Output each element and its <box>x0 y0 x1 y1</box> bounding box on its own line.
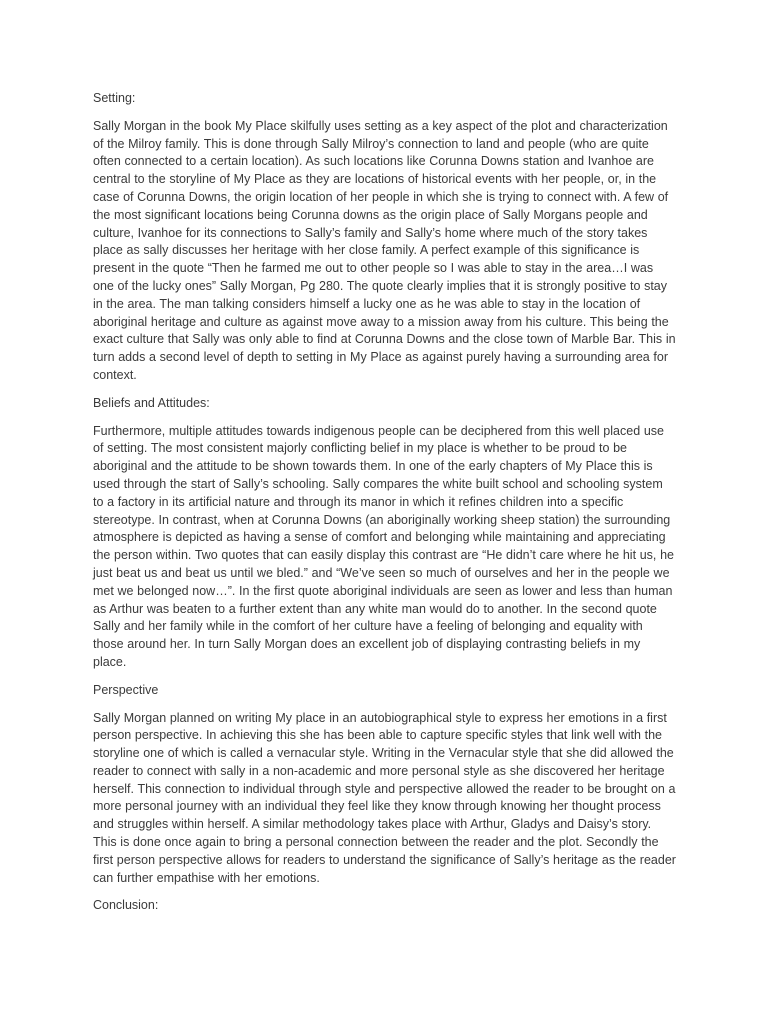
section-paragraph-beliefs-attitudes: Furthermore, multiple attitudes towards indigenous people can be deciphered from this well placed use of setting. The most consistent majorly conflicting belief in my place is whether to be proud to be aboriginal and the attitude to be shown towards them. In one of the early chapters of My Place this is used through the start of Sally’s schooling. Sally compares the white built school and schooling system to a factory in its artificial nature and through its manor in which it refines children into a specific stereotype. In contrast, when at Corunna Downs (an aboriginally working sheep station) the surrounding atmosphere is depicted as having a sense of comfort and belonging while maintaining and appreciating the person within. Two quotes that can easily display this contrast are “He didn’t care where he hit us, he just beat us and beat us until we bled.” and “We’ve seen so much of ourselves and her in the people we met we belonged now…”. In the first quote aboriginal individuals are seen as lower and less than human as Arthur was beaten to a further extent than any white man would do to another. In the second quote Sally and her family while in the comfort of her culture have a feeling of belonging and equality with those around her. In turn Sally Morgan does an excellent job of displaying contrasting beliefs in my place. <box>93 423 674 669</box>
section-heading-perspective: Perspective <box>93 682 159 697</box>
section-perspective <box>93 682 676 888</box>
section-heading-setting: Setting: <box>93 91 136 105</box>
section-setting <box>93 90 676 385</box>
section-heading-conclusion: Conclusion: <box>93 898 159 913</box>
section-heading-beliefs-attitudes: Beliefs and Attitudes: <box>93 395 210 410</box>
section-conclusion <box>93 897 676 915</box>
section-beliefs-attitudes <box>93 395 676 672</box>
section-paragraph-perspective: Sally Morgan planned on writing My place in an autobiographical style to express her emotions in a first person perspective. In achieving this she has been able to capture specific styles that link well with the storyline one of which is called a vernacular style. Writing in the Vernacular style that she did allowed the reader to connect with sally in a non-academic and more personal style as she discovered her heritage herself. This connection to individual through style and perspective allowed the reader to be brought on a more personal journey with an individual they feel like they know through knowing her thought process and struggles within herself. A similar methodology takes place with Arthur, Gladys and Daisy’s story. This is done once again to bring a personal connection between the reader and the plot. Secondly the first person perspective allows for readers to understand the significance of Sally’s heritage as the reader can further empathise with her emotions. <box>93 710 676 885</box>
section-paragraph-setting: Sally Morgan in the book My Place skilfully uses setting as a key aspect of the plot and characterization of the Milroy family. This is done through Sally Milroy’s connection to land and people (who are quite often connected to a certain location). As such locations like Corunna Downs station and Ivanhoe are central to the storyline of My Place as they are locations of historical events with her people, or, in the case of Corunna Downs, the origin location of her people in which she is trying to connect with. A few of the most significant locations being Corunna downs as the origin place of Sally Morgans people and culture, Ivanhoe for its connections to Sally’s family and Sally’s home where much of the story takes place as sally discusses her heritage with her close family. A perfect example of this significance is present in the quote “Then he farmed me out to other people so I was able to stay in the area…I was one of the lucky ones” Sally Morgan, Pg 280. The quote clearly implies that it is strongly positive to stay in the area. The man talking considers himself a lucky one as he was able to stay in the location of aboriginal heritage and culture as against move away to a mission away from his culture. This being the exact culture that Sally was only able to find at Corunna Downs and the close town of Marble Bar. This in turn adds a second level of depth to setting in My Place as against purely having a surrounding area for context. <box>93 118 676 382</box>
